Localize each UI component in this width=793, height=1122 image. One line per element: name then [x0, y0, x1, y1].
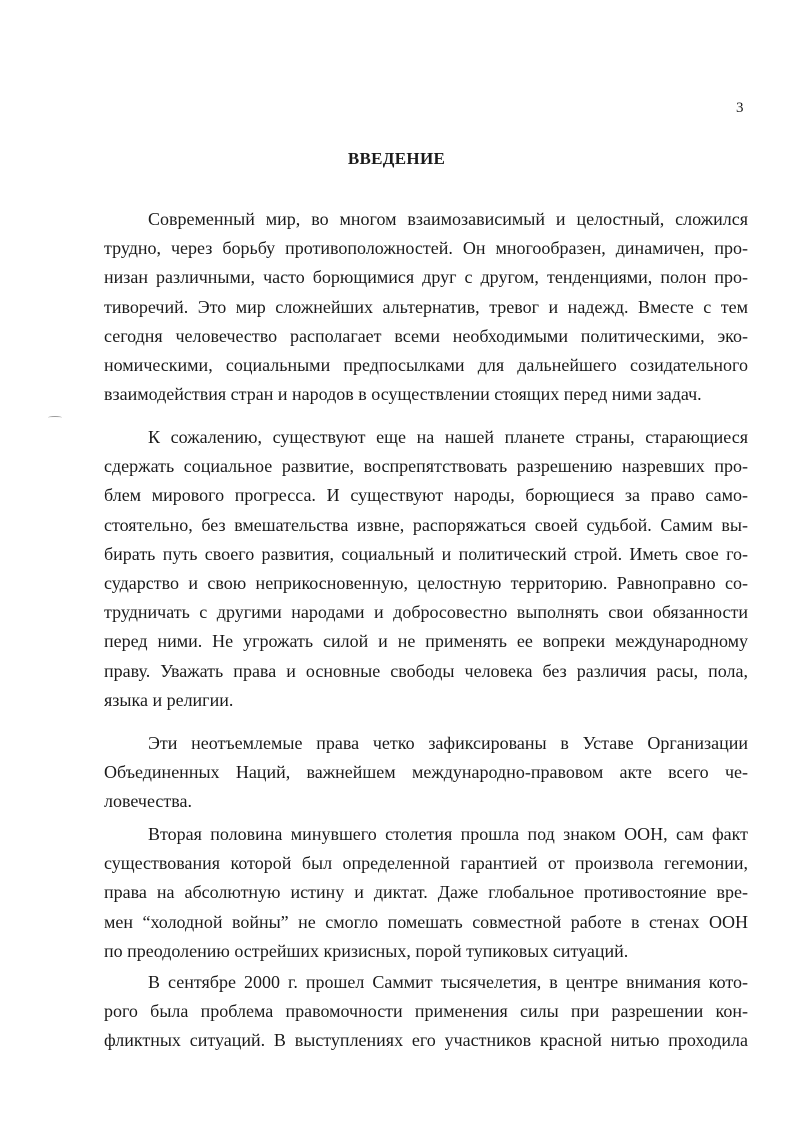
paragraph — [104, 820, 748, 966]
text-line: рого была проблема правомочности применения силы при разрешении кон- — [104, 1001, 748, 1022]
paragraph — [104, 205, 748, 409]
text-line: Объединенных Наций, важнейшем международно-правовом акте всего че- — [104, 762, 748, 783]
text-line: Современный мир, во многом взаимозависимый и целостный, сложился — [148, 209, 748, 229]
text-line: К сожалению, существуют еще на нашей планете страны, старающиеся — [148, 427, 748, 447]
text-line: В сентябре 2000 г. прошел Саммит тысячелетия, в центре внимания кото- — [148, 972, 748, 992]
text-line: бирать путь своего развития, социальный и политический строй. Иметь свое го- — [104, 543, 748, 564]
text-line: права на абсолютную истину и диктат. Даже глобальное противостояние вре- — [104, 882, 748, 903]
text-line: сударство и свою неприкосновенную, целостную территорию. Равноправно со- — [104, 573, 748, 594]
text-line: перед ними. Не угрожать силой и не применять ее вопреки международному — [104, 631, 748, 652]
text-line: Эти неотъемлемые права четко зафиксированы в Уставе Организации — [148, 733, 748, 753]
text-line: ловечества. — [104, 791, 193, 812]
text-line: взаимодействия стран и народов в осуществлении стоящих перед ними задач. — [104, 384, 702, 405]
paragraph — [104, 423, 748, 715]
text-line: по преодолению острейших кризисных, порой тупиковых ситуаций. — [104, 940, 629, 961]
text-line: праву. Уважать права и основные свободы человека без различия расы, пола, — [104, 660, 748, 681]
paragraph — [104, 729, 748, 817]
text-line: низан различными, часто борющимися друг с другом, тенденциями, полон про- — [104, 267, 748, 288]
paragraph — [104, 968, 748, 1056]
text-line: трудно, через борьбу противоположностей. Он многообразен, динамичен, про- — [104, 238, 748, 259]
text-line: блем мирового прогресса. И существуют народы, борющиеся за право само- — [104, 485, 748, 506]
text-line: трудничать с другими народами и добросовестно выполнять свои обязанности — [104, 602, 748, 623]
text-line: тиворечий. Это мир сложнейших альтернатив, тревог и надежд. Вместе с тем — [104, 296, 748, 317]
text-line: сдержать социальное развитие, воспрепятствовать разрешению назревших про- — [104, 456, 748, 477]
text-line: существования которой был определенной гарантией от произвола гегемонии, — [104, 853, 748, 874]
text-line: фликтных ситуаций. В выступлениях его участников красной нитью проходила — [104, 1030, 748, 1051]
page-title: ВВЕДЕНИЕ — [347, 149, 446, 168]
text-line: Вторая половина минувшего столетия прошла под знаком ООН, сам факт — [148, 824, 748, 844]
text-line: мен “холодной войны” не смогло помешать совместной работе в стенах ООН — [104, 911, 748, 932]
page-number: 3 — [736, 100, 744, 116]
margin-mark — [48, 416, 62, 419]
text-line: номическими, социальными предпосылками для дальнейшего созидательного — [104, 355, 748, 376]
text-line: языка и религии. — [104, 689, 234, 710]
text-line: сегодня человечество располагает всеми необходимыми политическими, эко- — [104, 325, 748, 346]
text-line: стоятельно, без вмешательства извне, распоряжаться своей судьбой. Самим вы- — [104, 514, 748, 535]
